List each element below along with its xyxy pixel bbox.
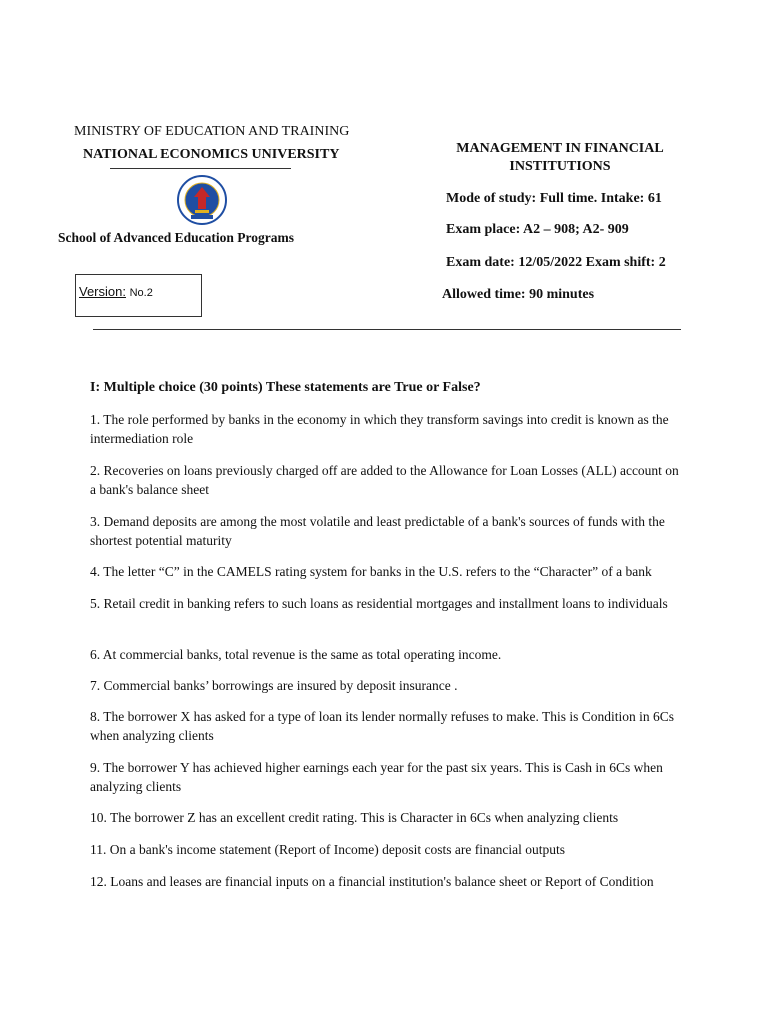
question-item: 9. The borrower Y has achieved higher earnings each year for the past six years. This is Cash in 6Cs when analyzing clients xyxy=(90,760,663,794)
question-item: 3. Demand deposits are among the most volatile and least predictable of a bank's sources of funds with the shortest potential maturity xyxy=(90,514,665,548)
question-item: 10. The borrower Z has an excellent credit rating. This is Character in 6Cs when analyzing clients xyxy=(90,810,619,825)
question-item: 12. Loans and leases are financial inputs on a financial institution's balance sheet or Report of Condition xyxy=(90,874,654,889)
question-item: 11. On a bank's income statement (Report of Income) deposit costs are financial outputs xyxy=(90,842,566,857)
version-value: No.2 xyxy=(129,287,153,299)
version-line xyxy=(79,284,153,299)
question-item: 4. The letter “C” in the CAMELS rating system for banks in the U.S. refers to the “Character” of a bank xyxy=(90,564,652,579)
mode-of-study: Mode of study: Full time. Intake: 61 xyxy=(446,191,662,206)
university-logo-icon xyxy=(177,175,227,225)
question-item: 1. The role performed by banks in the economy in which they transform savings into credit is known as the intermediation role xyxy=(90,412,669,446)
exam-date: Exam date: 12/05/2022 Exam shift: 2 xyxy=(446,255,666,270)
section-title: I: Multiple choice (30 points) These statements are True or False? xyxy=(90,380,481,395)
version-label: Version: xyxy=(79,284,126,299)
allowed-time: Allowed time: 90 minutes xyxy=(442,287,595,302)
course-title xyxy=(440,140,680,176)
course-title-line2: INSTITUTIONS xyxy=(509,159,611,174)
ministry-title: MINISTRY OF EDUCATION AND TRAINING xyxy=(74,124,350,139)
course-title-line1: MANAGEMENT IN FINANCIAL xyxy=(456,141,664,156)
question-item: 2. Recoveries on loans previously charged off are added to the Allowance for Loan Losses (ALL) account on a bank's balance sheet xyxy=(90,463,679,497)
question-item: 5. Retail credit in banking refers to such loans as residential mortgages and installment loans to individuals xyxy=(90,596,668,611)
school-name: School of Advanced Education Programs xyxy=(58,230,295,245)
question-item: 8. The borrower X has asked for a type of loan its lender normally refuses to make. This is Condition in 6Cs when analyzing clients xyxy=(90,709,675,743)
header-divider xyxy=(93,329,681,330)
university-underline xyxy=(110,168,291,169)
university-name: NATIONAL ECONOMICS UNIVERSITY xyxy=(83,147,340,162)
exam-place: Exam place: A2 – 908; A2- 909 xyxy=(446,222,629,237)
question-item: 6. At commercial banks, total revenue is the same as total operating income. xyxy=(90,647,502,662)
question-item: 7. Commercial banks’ borrowings are insured by deposit insurance . xyxy=(90,678,458,693)
